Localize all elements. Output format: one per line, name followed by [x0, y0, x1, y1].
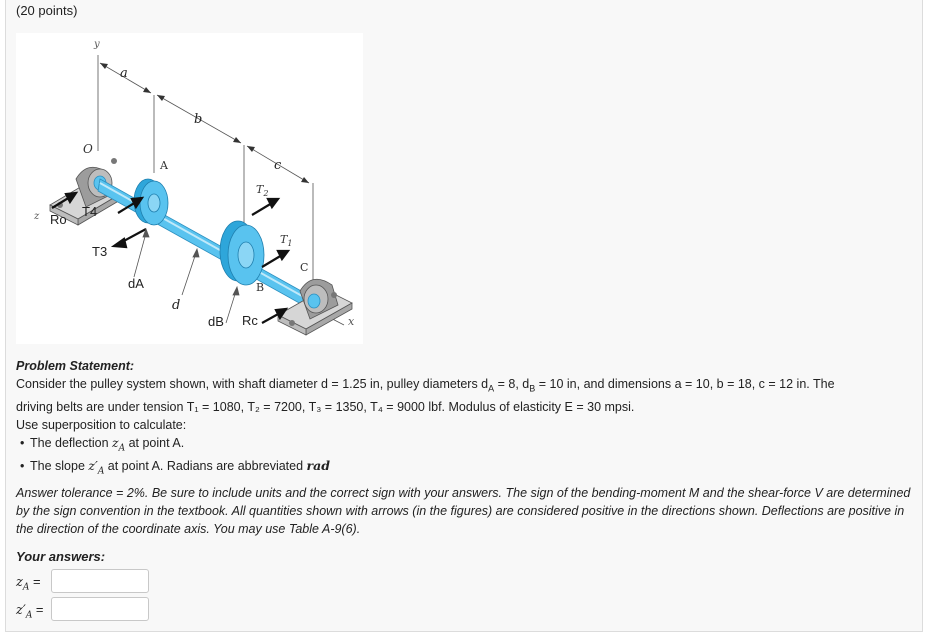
bullet-slope: • The slope $z'_A$ at point A. Radians are abbreviated rad — [20, 458, 330, 477]
d-label: d — [172, 298, 181, 313]
pulley-b — [220, 221, 264, 285]
points-label: (20 points) — [16, 3, 78, 18]
slope-input[interactable] — [51, 597, 149, 621]
z-axis-label: z — [34, 211, 40, 222]
point-b-label: B — [256, 281, 265, 294]
da-label: dA — [128, 276, 144, 291]
problem-heading: Problem Statement: — [16, 359, 135, 373]
rc-label: Rc — [242, 313, 258, 328]
dim-c-label: c — [274, 158, 282, 173]
answer-tolerance-note: Answer tolerance = 2%. Be sure to include units and the correct sign with your answers. The sign of the bending-moment M and the shear-force V are determined by the sign convention in the textbook. All quantities shown with arrows (in the figures) are considered positive in the directions shown. Deflections are positive in the direction of the coordinate axis. You may use Table A-9(6). — [16, 486, 911, 536]
t2-arrow — [252, 203, 272, 215]
pulley-diagram — [16, 33, 363, 344]
t2-label: $T_2$ — [256, 183, 269, 198]
problem-statement — [16, 357, 911, 481]
db-label: dB — [208, 314, 224, 329]
ro-label: Ro — [50, 212, 67, 227]
db-leader — [226, 291, 236, 323]
za-label: $z_A$ = — [16, 574, 41, 593]
point-a-label: A — [160, 159, 168, 172]
point-o-label: O — [83, 142, 93, 156]
dim-a-label: a — [120, 66, 128, 81]
slope-label: $z'_A$ = — [16, 602, 44, 621]
question-panel — [5, 0, 923, 632]
pulley-figure — [16, 33, 363, 344]
dim-b-label: b — [194, 112, 203, 127]
answers-section — [16, 549, 105, 625]
point-c-label: C — [300, 261, 309, 274]
x-axis-label: x — [348, 315, 355, 328]
answer-row-deflection — [16, 569, 105, 597]
da-leader — [134, 233, 146, 277]
t4-label: T4 — [82, 204, 98, 219]
y-axis-label: y — [94, 39, 100, 50]
t1-arrow — [262, 255, 282, 267]
problem-line-3: Use superposition to calculate: — [16, 417, 187, 432]
problem-line-1: Consider the pulley system shown, with shaft diameter d = 1.25 in, pulley diameters $d_A = 8$, $d_B = 10$ in, and dimensions a = 10, b = 18, c = 12 in. The — [16, 377, 835, 394]
answer-row-slope — [16, 597, 105, 625]
d-leader — [182, 253, 196, 295]
answers-heading: Your answers: — [16, 549, 106, 564]
t3-label: T3 — [92, 244, 108, 259]
t1-label: $T_1$ — [280, 233, 293, 248]
deflection-input[interactable] — [51, 569, 149, 593]
problem-line-2: driving belts are under tension T₁ = 1080, T₂ = 7200, T₃ = 1350, T₄ = 9000 lbf. Modulus of elasticity E = 30 mpsi. — [16, 399, 635, 414]
bullet-deflection: • The deflection $z_A$ at point A. — [20, 434, 185, 453]
